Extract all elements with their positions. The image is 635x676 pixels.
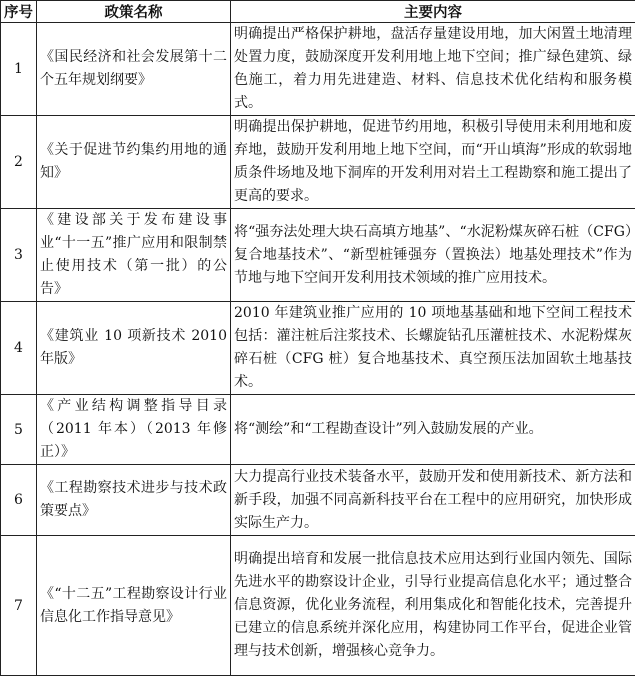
table-row: [1, 302, 635, 395]
row-seq: 3: [1, 209, 37, 302]
row-content: 大力提高行业技术装备水平，鼓励开发和使用新技术、新方法和新手段，加强不同高新科技平台在工程中的应用研究，加快形成实际生产力。: [231, 465, 635, 536]
row-policy-name: 《建筑业 10 项新技术 2010 年版》: [37, 302, 231, 395]
row-seq: 1: [1, 23, 37, 116]
row-policy-name: 《产业结构调整指导目录（2011 年本）（2013 年修正）》: [37, 395, 231, 465]
row-content: 2010 年建筑业推广应用的 10 项地基基础和地下空间工程技术包括：灌注桩后注浆技术、长螺旋钻孔压灌桩技术、水泥粉煤灰碎石桩（CFG 桩）复合地基技术、真空预压法加固软土地基技术。: [231, 302, 635, 395]
row-content: 将“强夯法处理大块石高填方地基”、“水泥粉煤灰碎石桩（CFG）复合地基技术”、“新型桩锤强夯（置换法）地基处理技术”作为节地与地下空间开发利用技术领域的推广应用技术。: [231, 209, 635, 302]
row-content: 明确提出严格保护耕地，盘活存量建设用地，加大闲置土地清理处置力度，鼓励深度开发利用地上地下空间；推广绿色建筑、绿色施工，着力用先进建造、材料、信息技术优化结构和服务模式。: [231, 23, 635, 116]
table-header-row: [1, 1, 635, 23]
row-seq: 6: [1, 465, 37, 536]
row-content: 明确提出保护耕地，促进节约用地，积极引导使用未利用地和废弃地，鼓励开发利用地上地下空间，而“开山填海”形成的软弱地质条件场地及地下洞库的开发利用对岩土工程勘察和施工提出了更高的要求。: [231, 116, 635, 209]
row-policy-name: 《建设部关于发布建设事业“十一五”推广应用和限制禁止使用技术（第一批）的公告》: [37, 209, 231, 302]
header-main-content: 主要内容: [231, 1, 635, 23]
table-row: [1, 23, 635, 116]
row-policy-name: 《关于促进节约集约用地的通知》: [37, 116, 231, 209]
table-row: [1, 465, 635, 536]
header-seq: 序号: [1, 1, 37, 23]
table-row: [1, 395, 635, 465]
header-policy-name: 政策名称: [37, 1, 231, 23]
row-seq: 5: [1, 395, 37, 465]
row-seq: 4: [1, 302, 37, 395]
row-policy-name: 《“十二五”工程勘察设计行业信息化工作指导意见》: [37, 536, 231, 676]
row-policy-name: 《国民经济和社会发展第十二个五年规划纲要》: [37, 23, 231, 116]
table-row: [1, 116, 635, 209]
table-row: [1, 536, 635, 676]
table-row: [1, 209, 635, 302]
row-content: 明确提出培育和发展一批信息技术应用达到行业国内领先、国际先进水平的勘察设计企业，引导行业提高信息化水平；通过整合信息资源，优化业务流程，利用集成化和智能化技术，完善提升已建立的信息系统并深化应用，构建协同工作平台，促进企业管理与技术创新，增强核心竞争力。: [231, 536, 635, 676]
row-seq: 7: [1, 536, 37, 676]
row-policy-name: 《工程勘察技术进步与技术政策要点》: [37, 465, 231, 536]
row-seq: 2: [1, 116, 37, 209]
row-content: 将“测绘”和“工程勘查设计”列入鼓励发展的产业。: [231, 395, 635, 465]
